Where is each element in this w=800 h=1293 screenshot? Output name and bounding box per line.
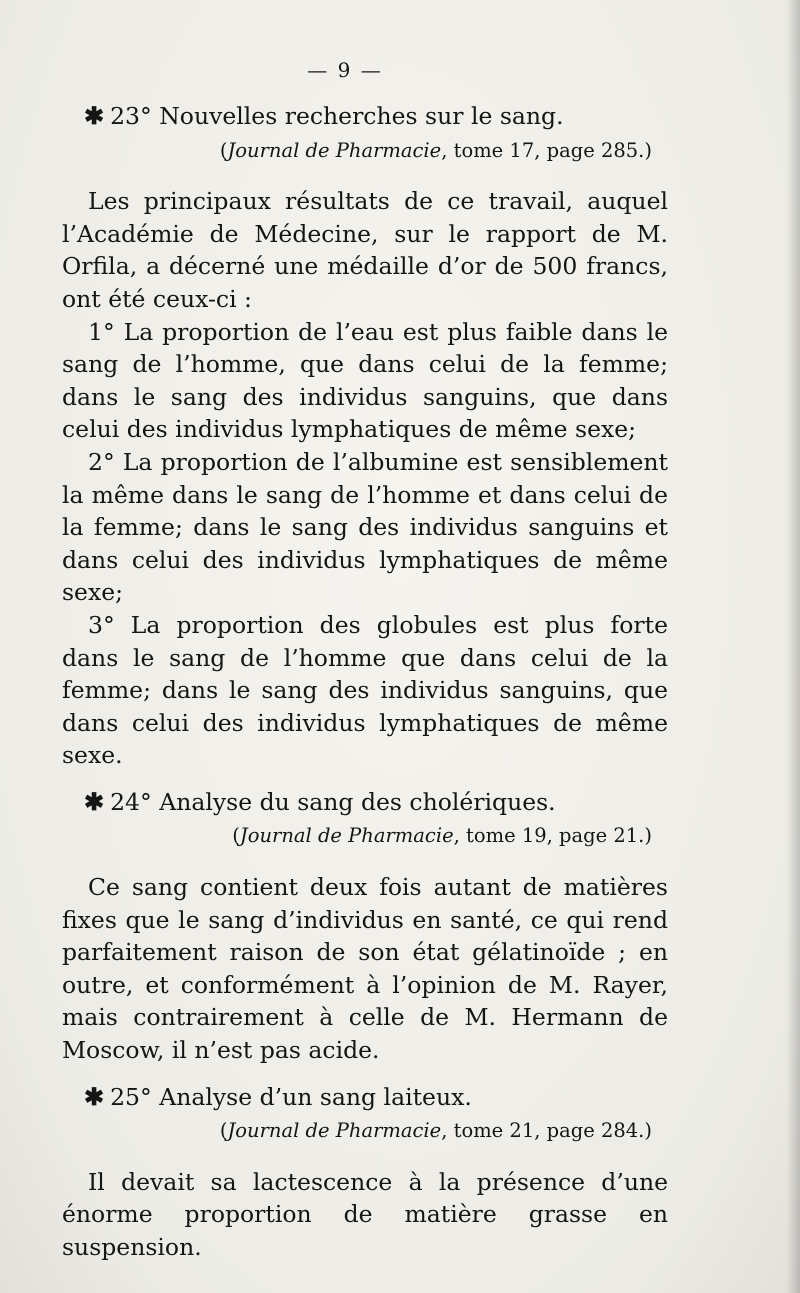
citation-details: , tome 17, page 285.) xyxy=(441,138,652,162)
spacer xyxy=(62,1067,668,1081)
star-marker-icon: ✱ xyxy=(84,786,105,816)
citation-open: ( xyxy=(232,824,240,848)
entry-body-paragraph: Il devait sa lactescence à la présence d’une énorme proportion de matière grasse en suspension. xyxy=(62,1167,668,1261)
result-item-1: 1° La proportion de l’eau est plus faible dans le sang de l’homme, que dans celui de la femme; dans le sang des individus sanguins, que dans celui des individus lymphatiques de même sexe; xyxy=(62,317,668,444)
entry-23 xyxy=(62,100,668,772)
citation-journal: Journal de Pharmacie xyxy=(239,824,454,848)
citation-journal: Journal de Pharmacie xyxy=(227,1119,442,1143)
citation-details: , tome 19, page 21.) xyxy=(453,824,652,848)
result-item-2: 2° La proportion de l’albumine est sensiblement la même dans le sang de l’homme et dans celui de la femme; dans le sang des individus sanguins et dans celui des individus lymphatiques de même sexe; xyxy=(62,447,668,607)
page-number: — 9 — xyxy=(307,58,383,82)
entry-body-paragraph: Ce sang contient deux fois autant de matières fixes que le sang d’individus en santé, ce qui rend parfaitement raison de son état gélatinoïde ; en outre, et conformément à l’opinion de M. Rayer, mais contrairement à celle de M. Hermann de Moscow, il n’est pas acide. xyxy=(62,873,668,1065)
entry-heading xyxy=(62,786,668,819)
entry-heading xyxy=(62,100,668,133)
result-item-3: 3° La proportion des globules est plus forte dans le sang de l’homme que dans celui de la femme; dans le sang des individus sanguins, que dans celui des individus lymphatiques de même sexe. xyxy=(62,610,668,770)
citation-journal: Journal de Pharmacie xyxy=(227,138,442,162)
entry-24 xyxy=(62,786,668,1067)
entry-heading xyxy=(62,1081,668,1114)
entry-title: 24° Analyse du sang des cholériques. xyxy=(110,787,556,816)
entry-25 xyxy=(62,1081,668,1264)
page-edge-shadow xyxy=(786,0,800,1293)
entry-citation xyxy=(62,1115,652,1148)
star-marker-icon: ✱ xyxy=(84,101,105,130)
page-content xyxy=(62,100,668,1264)
entry-intro-paragraph: Les principaux résultats de ce travail, auquel l’Académie de Médecine, sur le rapport de M. Orfila, a décerné une médaille d’or de 500 francs, ont été ceux-ci : xyxy=(62,187,668,313)
spacer xyxy=(62,772,668,786)
citation-open: ( xyxy=(219,138,228,162)
entry-citation xyxy=(62,135,652,168)
citation-details: , tome 21, page 284.) xyxy=(441,1119,652,1143)
entry-title: 25° Analyse d’un sang laiteux. xyxy=(110,1082,472,1111)
citation-open: ( xyxy=(219,1119,228,1143)
entry-citation xyxy=(62,820,652,853)
star-marker-icon: ✱ xyxy=(84,1081,105,1111)
entry-title: 23° Nouvelles recherches sur le sang. xyxy=(110,102,564,130)
